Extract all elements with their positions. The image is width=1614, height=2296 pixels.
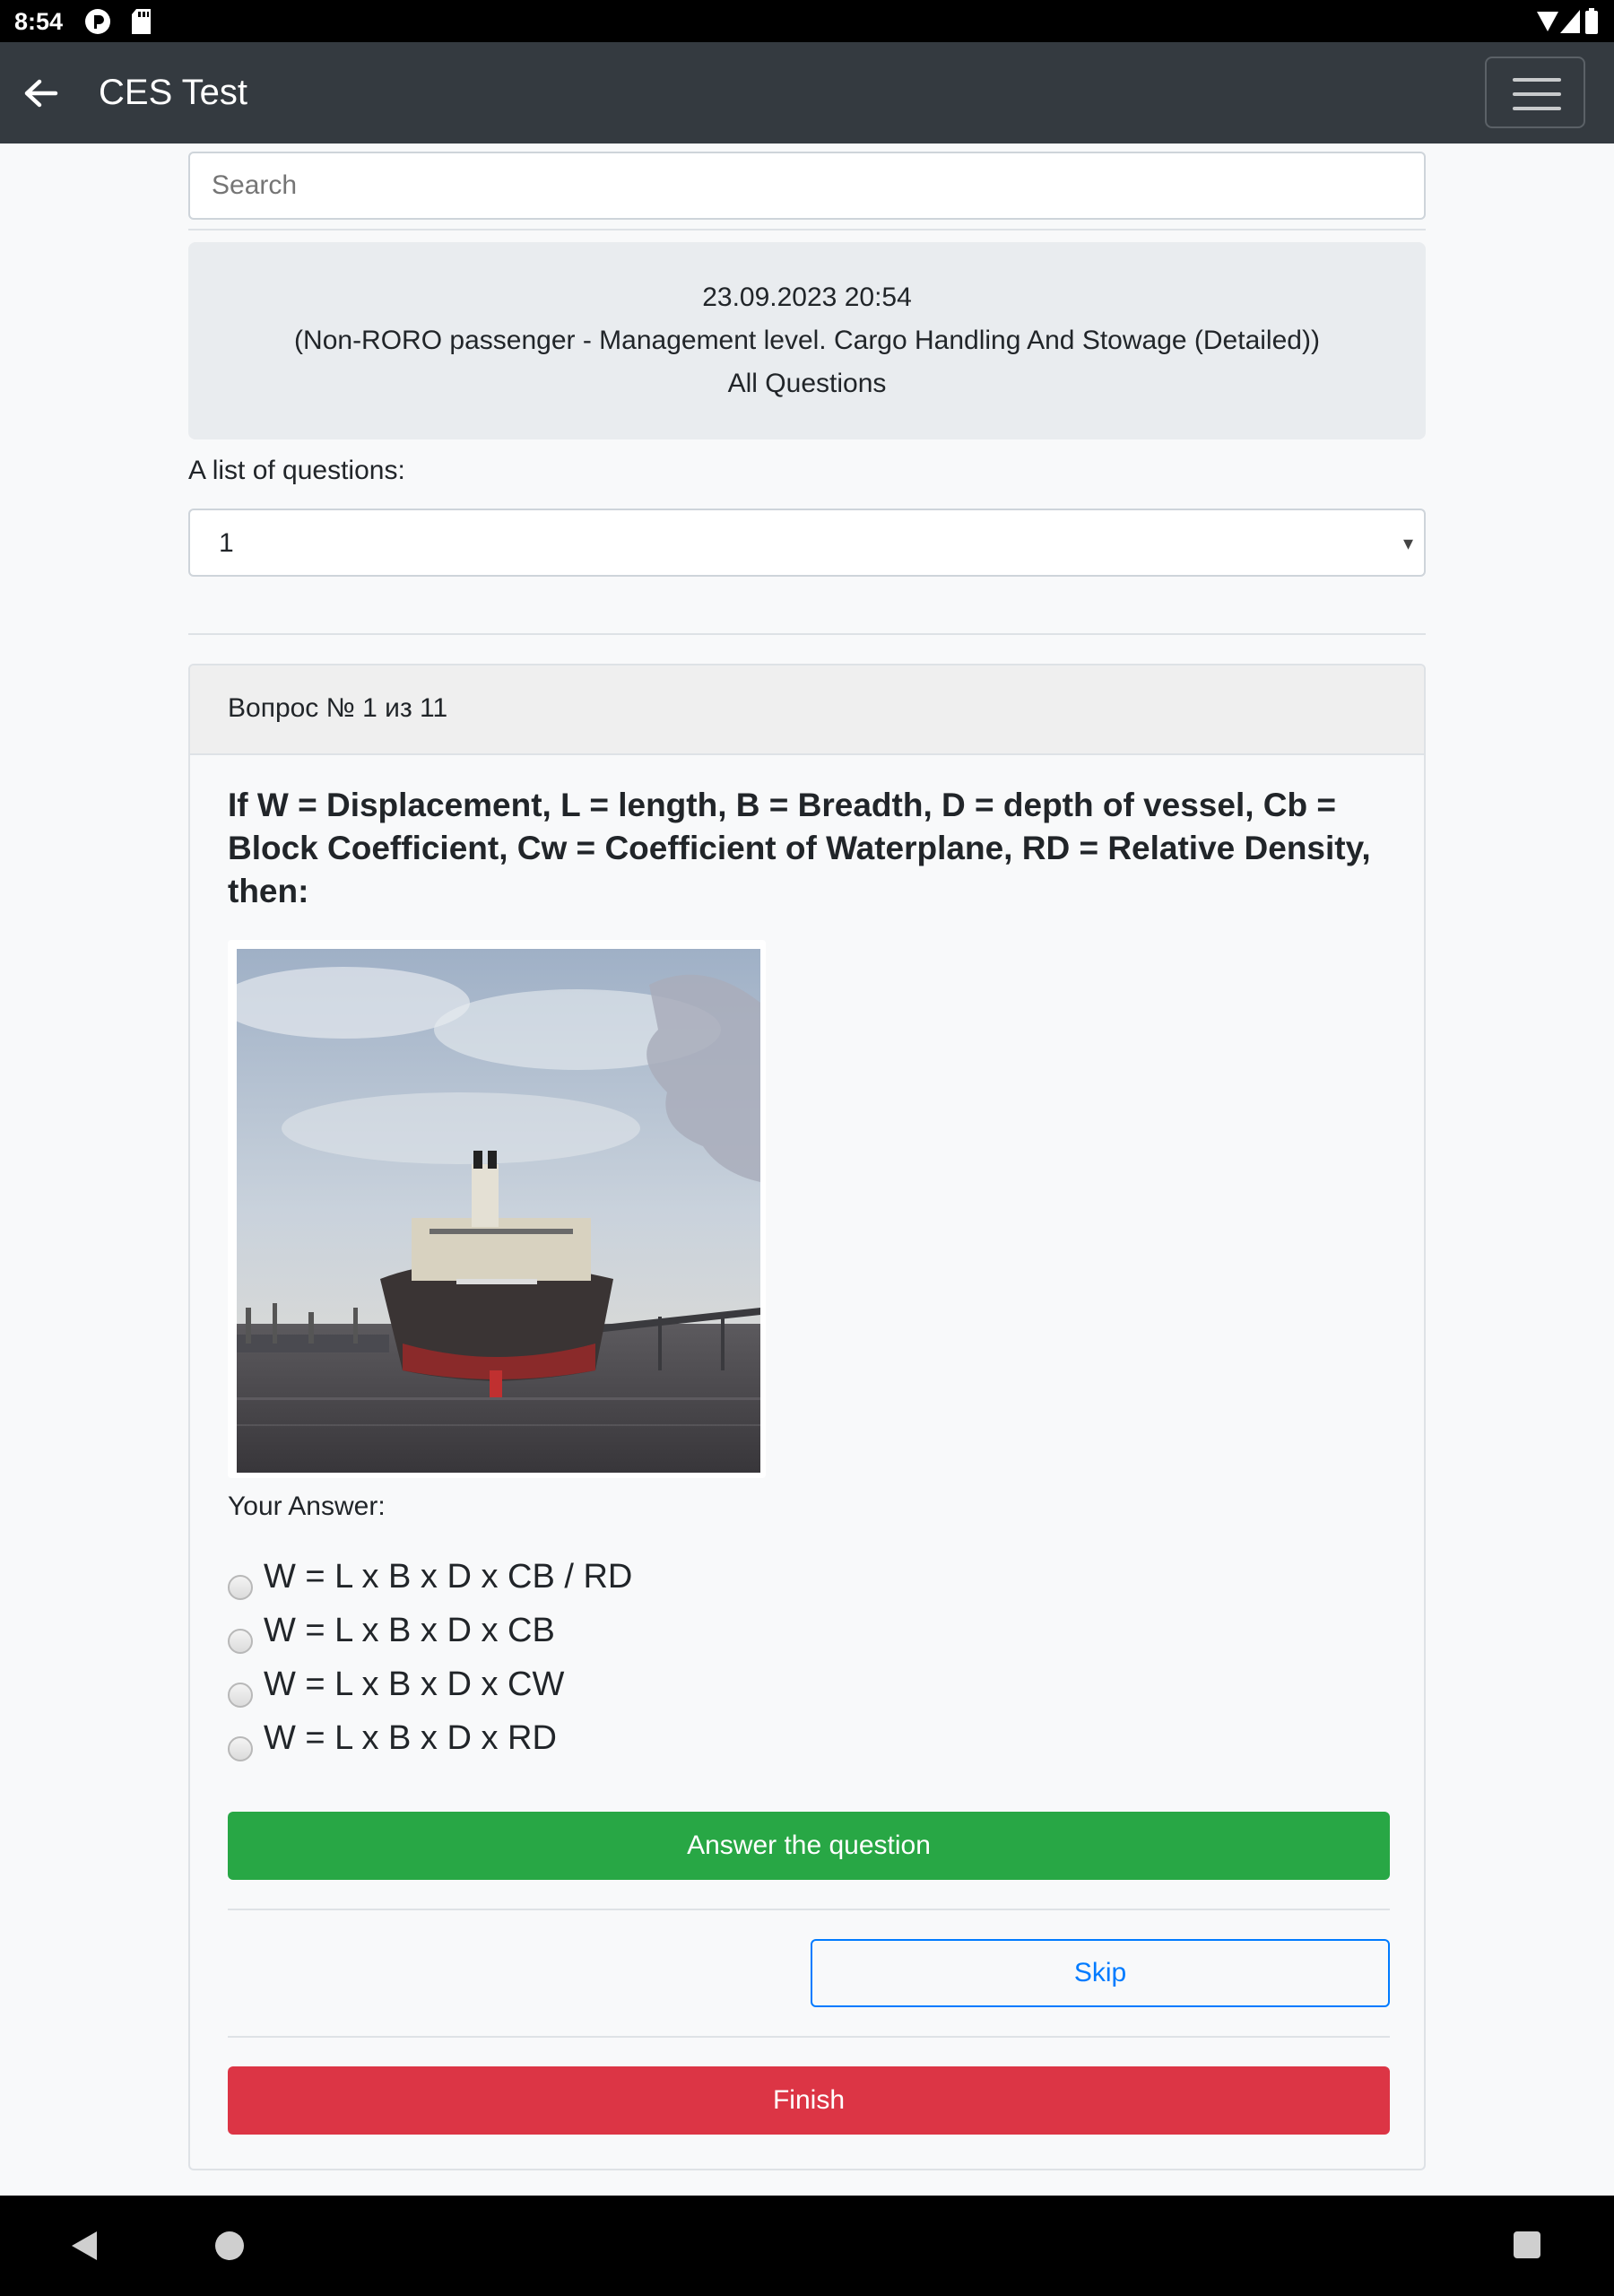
status-bar [0,0,1614,42]
chevron-down-icon: ▾ [1402,532,1413,554]
question-card-header [190,665,1424,755]
divider [228,1909,1390,1910]
wifi-icon [1537,12,1558,31]
radio-button[interactable] [228,1736,253,1761]
radio-button[interactable] [228,1575,253,1600]
system-nav-bar [0,2196,1614,2296]
tanker-ship-photo [228,940,766,1478]
app-bar [0,42,1614,144]
skip-button[interactable]: Skip [811,1939,1390,2007]
hamburger-menu-icon [1513,78,1561,82]
question-list-label: A list of questions: [188,456,405,485]
sd-card-icon [131,8,152,35]
test-course: (Non-RORO passenger - Management level. Cargo Handling And Stowage (Detailed)) [294,326,1320,355]
answer-option-label[interactable]: W = L x B x D x CW [264,1665,565,1703]
divider [188,633,1426,635]
hamburger-menu-button[interactable] [1485,57,1585,128]
search-input[interactable] [188,152,1426,220]
answer-option-label[interactable]: W = L x B x D x RD [264,1719,557,1757]
question-select[interactable] [188,509,1426,577]
nav-back-icon[interactable] [70,2230,99,2262]
radio-button[interactable] [228,1683,253,1708]
arrow-left-icon[interactable] [23,78,59,109]
test-info-box [188,242,1426,439]
answer-options [228,1552,945,1767]
answer-option[interactable] [228,1659,945,1713]
divider [228,2036,1390,2038]
answer-option[interactable] [228,1713,945,1767]
answer-option[interactable] [228,1605,945,1659]
app-title: CES Test [99,73,247,112]
ship-image [237,949,760,1473]
answer-option[interactable] [228,1552,945,1605]
question-text: If W = Displacement, L = length, B = Breadth, D = depth of vessel, Cb = Block Coefficient, Cw = Coefficient of Waterplane, RD = Relative Density, then: [228,787,1371,909]
nav-home-icon[interactable] [215,2231,244,2260]
main-content [0,144,1614,2196]
answer-option-label[interactable]: W = L x B x D x CB / RD [264,1558,633,1596]
battery-icon [1585,11,1598,34]
finish-button[interactable]: Finish [228,2066,1390,2135]
status-time: 8:54 [14,8,64,35]
your-answer-label: Your Answer: [228,1492,386,1521]
test-datetime: 23.09.2023 20:54 [702,283,912,312]
system-status-icons [1494,8,1601,35]
test-scope: All Questions [727,369,887,398]
answer-button[interactable]: Answer the question [228,1812,1390,1880]
divider [188,229,1426,230]
question-card [188,664,1426,2170]
question-number: Вопрос № 1 из 11 [228,693,448,723]
nav-recents-icon[interactable] [1514,2231,1540,2258]
question-select-value: 1 [219,528,234,558]
radio-button[interactable] [228,1629,253,1654]
pocketcasts-icon [84,8,111,35]
answer-option-label[interactable]: W = L x B x D x CB [264,1612,555,1649]
signal-icon [1560,10,1580,33]
